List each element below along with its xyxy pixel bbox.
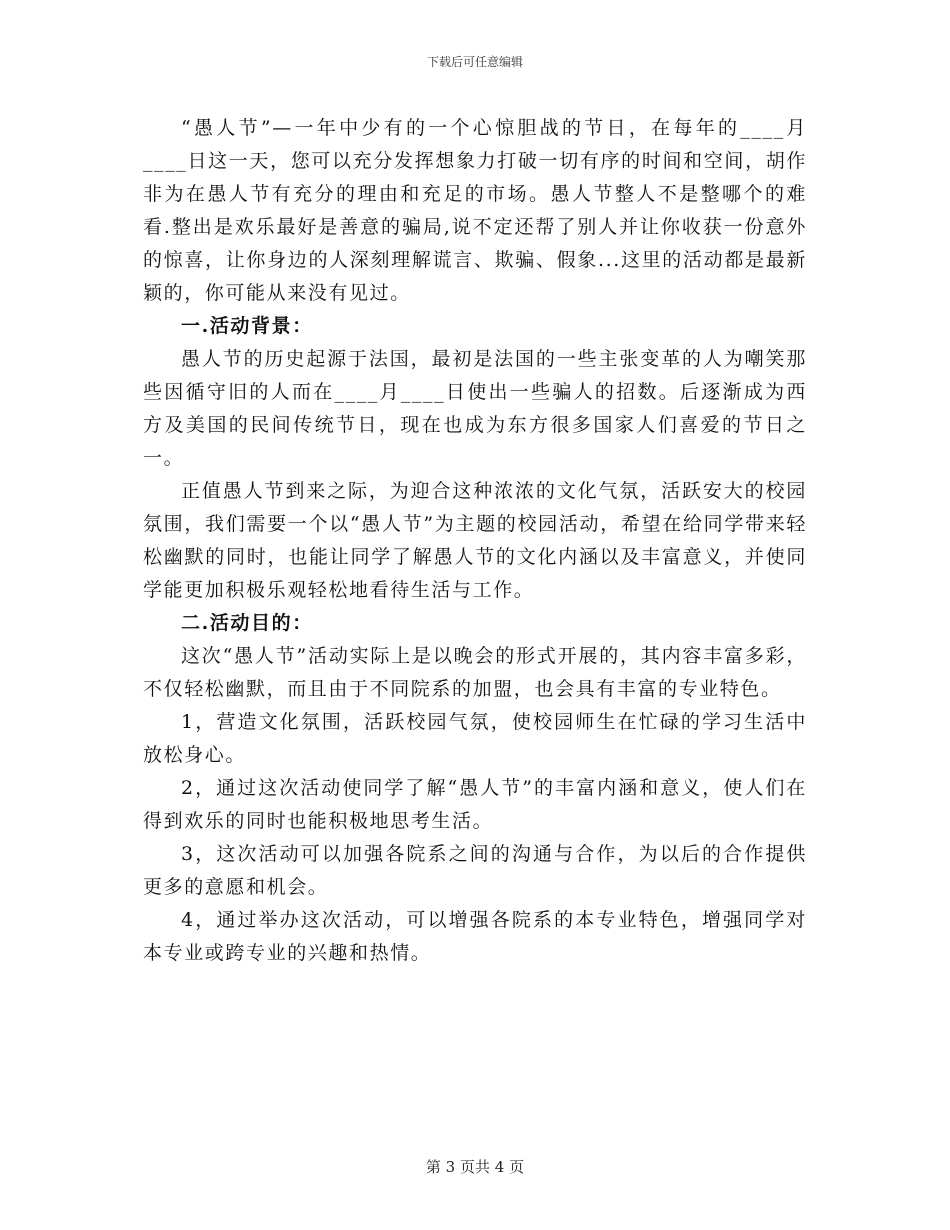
background-paragraph-1: 愚人节的历史起源于法国，最初是法国的一些主张变革的人为嘲笑那些因循守旧的人而在____月____日使出一些骗人的招数。后逐渐成为西方及美国的民间传统节日，现在也成为东方很多国家人们喜爱的节日之一。 (143, 348, 807, 469)
page-number: 第 3 页共 4 页 (425, 1158, 525, 1176)
section-heading-background: 一.活动背景： (181, 315, 313, 337)
purpose-item-3: 3，这次活动可以加强各院系之间的沟通与合作，为以后的合作提供更多的意愿和机会。 (143, 843, 807, 898)
purpose-item-2: 2，通过这次活动使同学了解“愚人节”的丰富内涵和意义，使人们在得到欢乐的同时也能积极地思考生活。 (143, 777, 807, 832)
purpose-paragraph: 这次“愚人节”活动实际上是以晚会的形式开展的，其内容丰富多彩，不仅轻松幽默，而且由于不同院系的加盟，也会具有丰富的专业特色。 (143, 645, 807, 700)
section-heading-purpose: 二.活动目的： (181, 612, 313, 634)
page-header-note: 下载后可任意编辑 (426, 55, 523, 69)
background-paragraph-2: 正值愚人节到来之际，为迎合这种浓浓的文化气氛，活跃安大的校园氛围，我们需要一个以“愚人节”为主题的校园活动，希望在给同学带来轻松幽默的同时，也能让同学了解愚人节的文化内涵以及丰富意义，并使同学能更加积极乐观轻松地看待生活与工作。 (143, 480, 807, 601)
intro-paragraph: “愚人节”—一年中少有的一个心惊胆战的节日，在每年的____月____日这一天，您可以充分发挥想象力打破一切有序的时间和空间，胡作非为在愚人节有充分的理由和充足的市场。愚人节整人不是整哪个的难看.整出是欢乐最好是善意的骗局,说不定还帮了别人并让你收获一份意外的惊喜，让你身边的人深刻理解谎言、欺骗、假象...这里的活动都是最新颖的，你可能从来没有见过。 (143, 117, 807, 304)
document-body (143, 112, 807, 970)
purpose-item-4: 4，通过举办这次活动，可以增强各院系的本专业特色，增强同学对本专业或跨专业的兴趣和热情。 (143, 909, 807, 964)
purpose-item-1: 1，营造文化氛围，活跃校园气氛，使校园师生在忙碌的学习生活中放松身心。 (143, 711, 807, 766)
